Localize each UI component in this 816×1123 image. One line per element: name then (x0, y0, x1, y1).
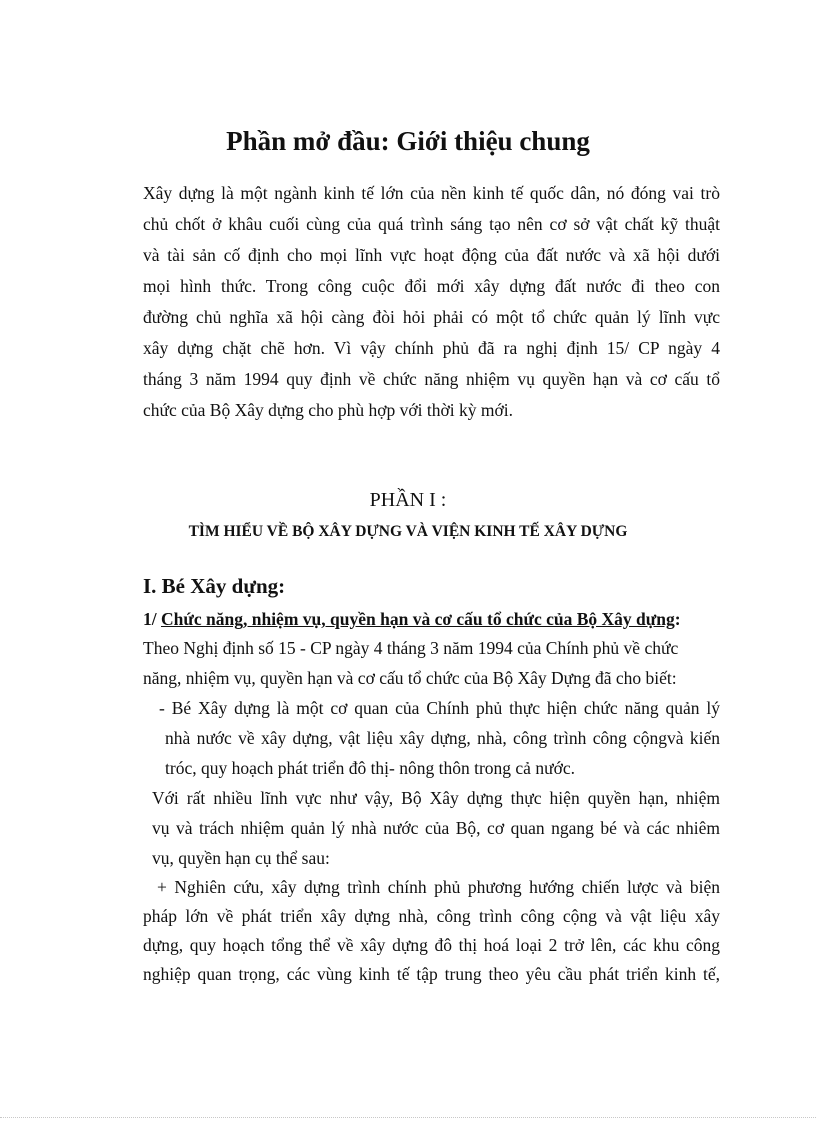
intro-line: chủ chốt ở khâu cuối cùng của quá trình sáng tạo nên cơ sở vật chất kỹ thuật (143, 214, 720, 234)
body-line: - Bé Xây dựng là một cơ quan của Chính phủ thực hiện chức năng quản lý (159, 698, 720, 718)
page-bottom-divider (0, 1117, 816, 1118)
subsection-number: 1/ (143, 609, 161, 629)
subsection-title: Chức năng, nhiệm vụ, quyền hạn và cơ cấu tổ chức của Bộ Xây dựng (161, 609, 675, 629)
body-line: + Nghiên cứu, xây dựng trình chính phủ phương hướng chiến lược và biện (157, 877, 720, 897)
body-line: tróc, quy hoạch phát triển đô thị- nông thôn trong cả nước. (165, 758, 575, 778)
page-title: Phần mở đầu: Giới thiệu chung (226, 126, 590, 156)
intro-line: tháng 3 năm 1994 quy định về chức năng nhiệm vụ quyền hạn và cơ cấu tổ (143, 369, 720, 389)
body-line: nhà nước về xây dựng, vật liệu xây dựng, nhà, công trình công cộngvà kiến (165, 728, 720, 748)
intro-line: xây dựng chặt chẽ hơn. Vì vậy chính phủ đã ra nghị định 15/ CP ngày 4 (143, 338, 720, 358)
intro-line: chức của Bộ Xây dựng cho phù hợp với thời kỳ mới. (143, 400, 513, 420)
subsection-colon: : (674, 609, 681, 629)
body-line: dựng, quy hoạch tổng thể về xây dựng đô thị hoá loại 2 trở lên, các khu công (143, 935, 720, 955)
body-line: Theo Nghị định số 15 - CP ngày 4 tháng 3 năm 1994 của Chính phủ về chức (143, 638, 679, 658)
body-line: năng, nhiệm vụ, quyền hạn và cơ cấu tổ chức của Bộ Xây Dựng đã cho biết: (143, 668, 677, 688)
subsection-heading (143, 607, 681, 631)
section-heading: I. Bé Xây dựng: (143, 574, 286, 598)
body-line: Với rất nhiều lĩnh vực như vậy, Bộ Xây dựng thực hiện quyền hạn, nhiệm (152, 788, 720, 808)
intro-line: và tài sản cố định cho mọi lĩnh vực hoạt động của đất nước và xã hội dưới (143, 245, 720, 265)
intro-line: đường chủ nghĩa xã hội càng đòi hỏi phải có một tổ chức quản lý lĩnh vực (143, 307, 720, 327)
intro-line: Xây dựng là một ngành kinh tế lớn của nền kinh tế quốc dân, nó đóng vai trò (143, 183, 720, 203)
part-subheading: TÌM HIỂU VỀ BỘ XÂY DỰNG VÀ VIỆN KINH TẾ XÂY DỰNG (188, 523, 628, 540)
part-heading: PHẦN I : (369, 489, 447, 511)
body-line: pháp lớn về phát triển xây dựng nhà, công trình công cộng và vật liệu xây (143, 906, 720, 926)
intro-line: mọi hình thức. Trong công cuộc đổi mới xây dựng đất nước đi theo con (143, 276, 720, 296)
body-line: vụ, quyền hạn cụ thể sau: (152, 848, 330, 868)
body-line: nghiệp quan trọng, các vùng kinh tế tập trung theo yêu cầu phát triển kinh tế, (143, 964, 720, 984)
body-line: vụ và trách nhiệm quản lý nhà nước của Bộ, cơ quan ngang bé và các nhiêm (152, 818, 720, 838)
